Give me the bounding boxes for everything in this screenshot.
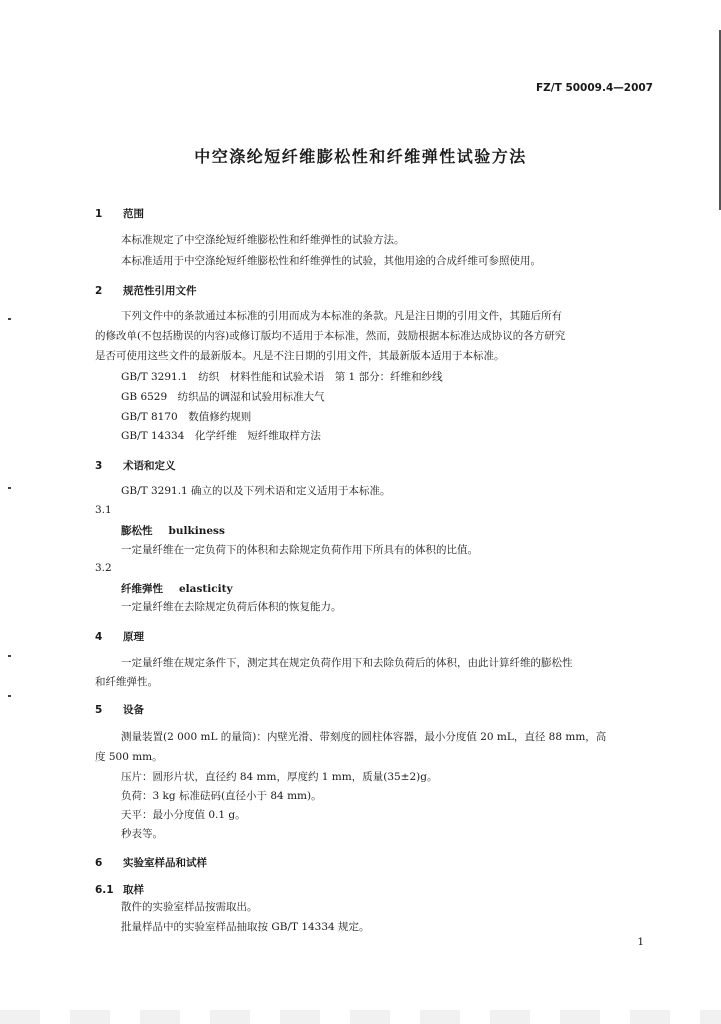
section-heading-6 bbox=[95, 855, 207, 870]
term-definition: 一定量纤维在去除规定负荷后体积的恢复能力。 bbox=[121, 601, 342, 613]
paragraph: 天平：最小分度值 0.1 g。 bbox=[121, 809, 246, 821]
reference-item: GB/T 8170 数值修约规则 bbox=[121, 411, 252, 423]
paragraph: 本标准规定了中空涤纶短纤维膨松性和纤维弹性的试验方法。 bbox=[121, 234, 405, 246]
paragraph-line: 一定量纤维在规定条件下，测定其在规定负荷作用下和去除负荷后的体积，由此计算纤维的膨松性 bbox=[121, 657, 573, 669]
standard-code: FZ/T 50009.4—2007 bbox=[536, 82, 653, 94]
subsection-heading-6-1 bbox=[95, 882, 144, 897]
paragraph: 本标准适用于中空涤纶短纤维膨松性和纤维弹性的试验，其他用途的合成纤维可参照使用。 bbox=[121, 255, 541, 267]
margin-mark bbox=[8, 487, 11, 489]
subsection-title: 取样 bbox=[123, 884, 144, 896]
subsection-number: 3.2 bbox=[95, 562, 112, 574]
section-number: 5 bbox=[95, 704, 103, 716]
paragraph: 压片：圆形片状，直径约 84 mm，厚度约 1 mm，质量(35±2)g。 bbox=[121, 771, 438, 783]
paragraph-line: 测量装置(2 000 mL 的量筒)：内壁光滑、带刻度的圆柱体容器，最小分度值 20 mL，直径 88 mm，高 bbox=[121, 731, 607, 743]
reference-item: GB 6529 纺织品的调湿和试验用标准大气 bbox=[121, 391, 325, 403]
section-heading-3 bbox=[95, 458, 176, 473]
paragraph: GB/T 3291.1 确立的以及下列术语和定义适用于本标准。 bbox=[121, 485, 391, 497]
section-number: 4 bbox=[95, 631, 103, 643]
term-entry bbox=[121, 581, 249, 596]
section-title: 规范性引用文件 bbox=[123, 285, 197, 297]
scan-artifact-strip bbox=[0, 1010, 721, 1024]
section-number: 1 bbox=[95, 208, 103, 220]
section-title: 术语和定义 bbox=[123, 460, 176, 472]
paragraph: 散件的实验室样品按需取出。 bbox=[121, 901, 258, 913]
margin-mark bbox=[8, 655, 11, 657]
section-title: 实验室样品和试样 bbox=[123, 857, 207, 869]
section-heading-2 bbox=[95, 283, 197, 298]
paragraph-line: 度 500 mm。 bbox=[95, 751, 163, 763]
section-number: 3 bbox=[95, 460, 103, 472]
document-title: 中空涤纶短纤维膨松性和纤维弹性试验方法 bbox=[194, 147, 527, 166]
section-title: 原理 bbox=[123, 631, 144, 643]
section-heading-4 bbox=[95, 629, 144, 644]
paragraph-line: 是否可使用这些文件的最新版本。凡是不注日期的引用文件，其最新版本适用于本标准。 bbox=[95, 350, 505, 362]
section-title: 范围 bbox=[123, 208, 144, 220]
term-chinese: 纤维弹性 bbox=[121, 583, 163, 595]
paragraph-line: 和纤维弹性。 bbox=[95, 676, 158, 688]
section-heading-5 bbox=[95, 702, 144, 717]
section-heading-1 bbox=[95, 206, 144, 221]
page-number: 1 bbox=[637, 936, 644, 948]
term-english: elasticity bbox=[179, 583, 233, 595]
term-definition: 一定量纤维在一定负荷下的体积和去除规定负荷作用下所具有的体积的比值。 bbox=[121, 544, 478, 556]
term-english: bulkiness bbox=[168, 525, 225, 537]
subsection-number: 6.1 bbox=[95, 884, 114, 896]
term-chinese: 膨松性 bbox=[121, 525, 153, 537]
reference-item: GB/T 14334 化学纤维 短纤维取样方法 bbox=[121, 430, 321, 442]
section-number: 6 bbox=[95, 857, 103, 869]
term-entry bbox=[121, 523, 241, 538]
paragraph: 负荷：3 kg 标准砝码(直径小于 84 mm)。 bbox=[121, 790, 322, 802]
margin-mark bbox=[8, 695, 11, 697]
paragraph: 批量样品中的实验室样品抽取按 GB/T 14334 规定。 bbox=[121, 921, 370, 933]
section-number: 2 bbox=[95, 285, 103, 297]
paragraph-line: 下列文件中的条款通过本标准的引用而成为本标准的条款。凡是注日期的引用文件，其随后所有 bbox=[121, 310, 562, 322]
paragraph: 秒表等。 bbox=[121, 828, 163, 840]
section-title: 设备 bbox=[123, 704, 144, 716]
reference-item: GB/T 3291.1 纺织 材料性能和试验术语 第 1 部分：纤维和纱线 bbox=[121, 371, 443, 383]
margin-mark bbox=[8, 318, 11, 320]
subsection-number: 3.1 bbox=[95, 504, 112, 516]
paragraph-line: 的修改单(不包括勘误的内容)或修订版均不适用于本标准，然而，鼓励根据本标准达成协议的各方研究 bbox=[95, 330, 566, 342]
